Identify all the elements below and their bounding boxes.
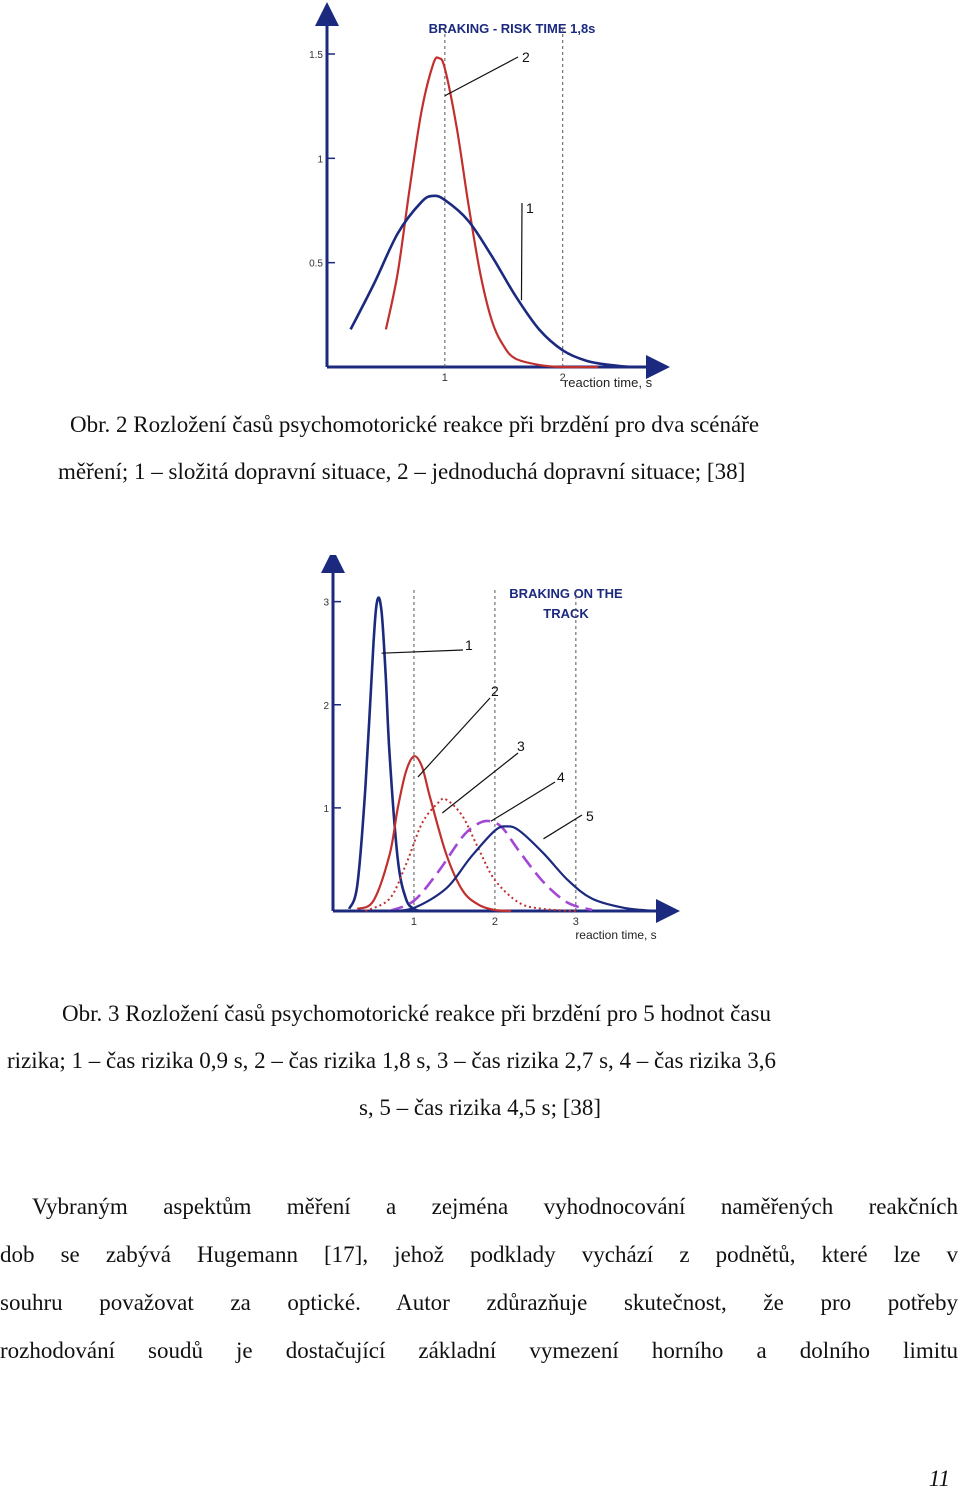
chart-title-line2: TRACK — [543, 606, 589, 621]
x-tick-label: 2 — [491, 916, 498, 928]
series-label-3: 3 — [517, 738, 525, 754]
braking-on-track-chart — [300, 555, 680, 950]
caption-line: rizika; 1 – čas rizika 0,9 s, 2 – čas rizika 1,8 s, 3 – čas rizika 2,7 s, 4 – čas rizika 3,6 — [7, 1048, 776, 1073]
leader-line-2 — [445, 57, 518, 96]
y-tick-label: 1 — [317, 154, 323, 166]
figure-3-caption — [0, 990, 960, 1131]
page-number: 11 — [928, 1466, 950, 1491]
figure-2-caption — [0, 401, 960, 495]
x-axis-label: reaction time, s — [575, 928, 657, 942]
series-line-2 — [357, 756, 511, 911]
y-tick-label: 1 — [323, 803, 329, 815]
x-tick-label: 1 — [410, 916, 418, 928]
y-tick-label: 2 — [323, 700, 329, 712]
y-tick-label: 0.5 — [309, 258, 323, 270]
series-label-1: 1 — [465, 637, 473, 653]
body-paragraph — [0, 1183, 958, 1375]
series-label-5: 5 — [586, 808, 594, 824]
caption-line: s, 5 – čas rizika 4,5 s; [38] — [358, 1095, 602, 1120]
x-tick-label: 1 — [441, 372, 448, 384]
caption-line: měření; 1 – složitá dopravní situace, 2 – jednoduchá dopravní situace; [38] — [58, 459, 746, 484]
braking-risk-time-chart — [290, 0, 670, 395]
series-line-1 — [349, 598, 422, 911]
caption-line: Obr. 2 Rozložení časů psychomotorické reakce při brzdění pro dva scénáře — [70, 412, 760, 437]
leader-line-1 — [521, 203, 522, 300]
leader-line-4 — [491, 782, 555, 821]
series-line-2 — [386, 57, 598, 367]
x-tick-label: 3 — [572, 916, 579, 928]
chart-title-line1: BRAKING ON THE — [509, 586, 623, 601]
paragraph-line: souhru považovat za optické. Autor zdůrazňuje skutečnost, že pro potřeby — [0, 1290, 958, 1315]
series-label-2: 2 — [491, 683, 499, 699]
chart-title: BRAKING - RISK TIME 1,8s — [428, 21, 596, 36]
series-label-4: 4 — [557, 769, 565, 785]
series-label-1: 1 — [526, 200, 534, 216]
x-axis-label: reaction time, s — [563, 375, 653, 390]
series-line-5 — [390, 826, 657, 911]
caption-line: Obr. 3 Rozložení časů psychomotorické reakce při brzdění pro 5 hodnot času — [62, 1001, 771, 1026]
paragraph-line: Vybraným aspektům měření a zejména vyhodnocování naměřených reakčních — [32, 1194, 958, 1219]
y-tick-label: 1.5 — [309, 50, 323, 61]
paragraph-line: dob se zabývá Hugemann [17], jehož podklady vychází z podnětů, které lze v — [0, 1242, 958, 1267]
paragraph-line: rozhodování soudů je dostačující základní vymezení horního a dolního limitu — [0, 1338, 958, 1363]
series-label-2: 2 — [522, 49, 530, 65]
leader-line-3 — [442, 753, 518, 813]
leader-line-2 — [418, 698, 490, 777]
x-tick-label: 2 — [559, 372, 566, 384]
leader-line-1 — [382, 650, 463, 653]
y-tick-label: 3 — [323, 597, 329, 609]
